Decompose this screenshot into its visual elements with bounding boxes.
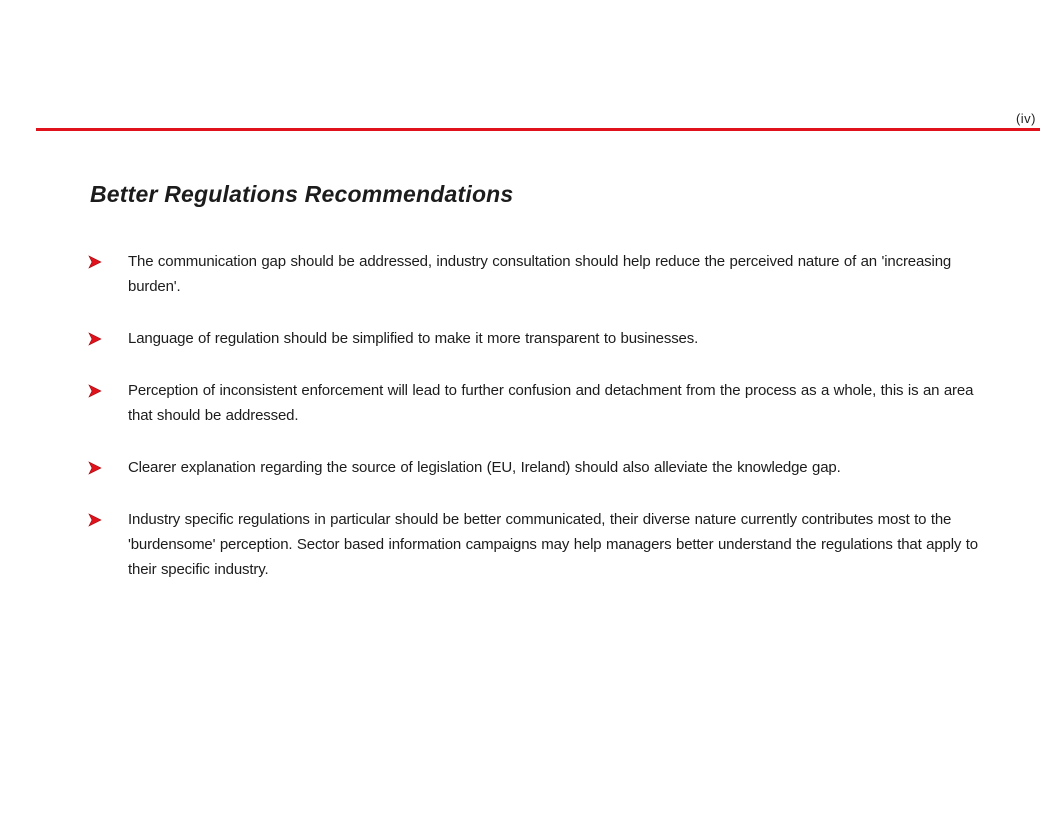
arrowhead-bullet-icon	[88, 384, 102, 398]
list-item-text: Industry specific regulations in particular should be better communicated, their diverse nature currently contributes most to the 'burdensome' perception. Sector based information campaigns may help managers better understand the regulations that apply to their specific industry.	[128, 511, 978, 578]
arrowhead-bullet-icon	[88, 255, 102, 269]
list-item	[88, 378, 988, 428]
list-item-text: Perception of inconsistent enforcement will lead to further confusion and detachment from the process as a whole, this is an area that should be addressed.	[128, 382, 974, 424]
arrowhead-bullet-icon	[88, 513, 102, 527]
list-item	[88, 326, 988, 351]
list-item-text: The communication gap should be addressed, industry consultation should help reduce the perceived nature of an 'increasing burden'.	[128, 253, 952, 295]
list-item	[88, 455, 988, 480]
list-item-text: Clearer explanation regarding the source of legislation (EU, Ireland) should also alleviate the knowledge gap.	[128, 459, 841, 476]
page-number: (iv)	[1015, 111, 1036, 126]
header-divider-rule	[36, 128, 1040, 131]
recommendations-list	[88, 249, 988, 609]
list-item-text: Language of regulation should be simplified to make it more transparent to businesses.	[128, 330, 699, 347]
page-title: Better Regulations Recommendations	[90, 181, 514, 207]
list-item	[88, 249, 988, 299]
arrowhead-bullet-icon	[88, 461, 102, 475]
arrowhead-bullet-icon	[88, 332, 102, 346]
list-item	[88, 507, 988, 582]
